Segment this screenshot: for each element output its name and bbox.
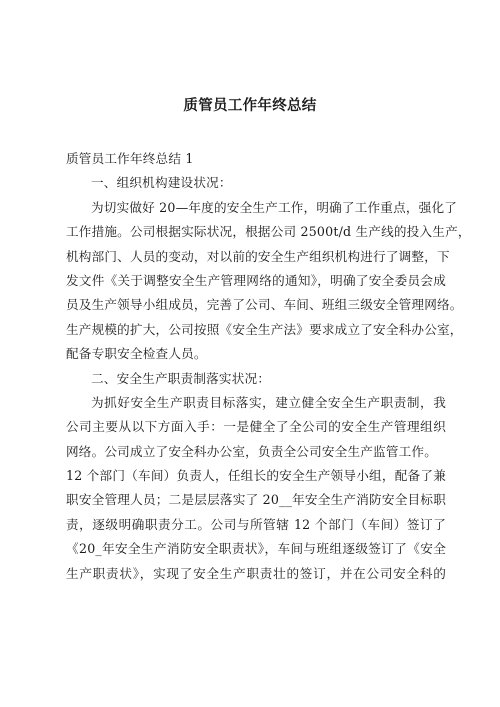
paragraph-line: 职安全管理人员；二是层层落实了 20__年安全生产消防安全目标职	[66, 492, 446, 508]
paragraph-line: 发文件《关于调整安全生产管理网络的通知》，明确了安全委员会成	[66, 272, 446, 288]
paragraph-line: 工作措施。公司根据实际状况，根据公司 2500t/d 生产线的投入生产，	[66, 224, 471, 240]
document-title: 质管员工作年终总结	[183, 98, 317, 114]
paragraph-line: 网络。公司成立了安全科办公室，负责全公司安全生产监管工作。	[66, 443, 438, 459]
paragraph-line: 机构部门、人员的变动，对以前的安全生产组织机构进行了调整，下	[66, 248, 450, 264]
paragraph-line: 生产职责状》，实现了安全生产职责壮的签订，并在公司安全科的	[66, 565, 446, 581]
paragraph-line: 生产规模的扩大，公司按照《安全生产法》要求成立了安全科办公室，	[66, 321, 463, 337]
subsection-heading: 二、安全生产职责制落实状况：	[91, 370, 271, 386]
paragraph-line: 员及生产领导小组成员，完善了公司、车间、班组三级安全管理网络。	[66, 297, 463, 313]
paragraph-line: 为抓好安全生产职责目标落实，建立健全安全生产职责制，我	[91, 394, 446, 410]
paragraph-line: 公司主要从以下方面入手：一是健全了全公司的安全生产管理组织	[66, 419, 446, 435]
paragraph-line: 为切实做好 20—年度的安全生产工作，明确了工作重点，强化了	[91, 199, 458, 215]
subsection-heading: 一、组织机构建设状况：	[91, 175, 232, 191]
section-heading: 质管员工作年终总结 1	[66, 151, 194, 166]
paragraph-line: 12 个部门（车间）负责人，任组长的安全生产领导小组，配备了兼	[66, 468, 446, 484]
paragraph-line: 配备专职安全检查人员。	[66, 346, 207, 362]
document-body	[66, 147, 471, 586]
paragraph-line: 责，逐级明确职责分工。公司与所管辖 12 个部门（车间）签订了	[66, 516, 446, 532]
paragraph-line: 《20_年安全生产消防安全职责状》，车间与班组逐级签订了《安全	[66, 541, 446, 557]
